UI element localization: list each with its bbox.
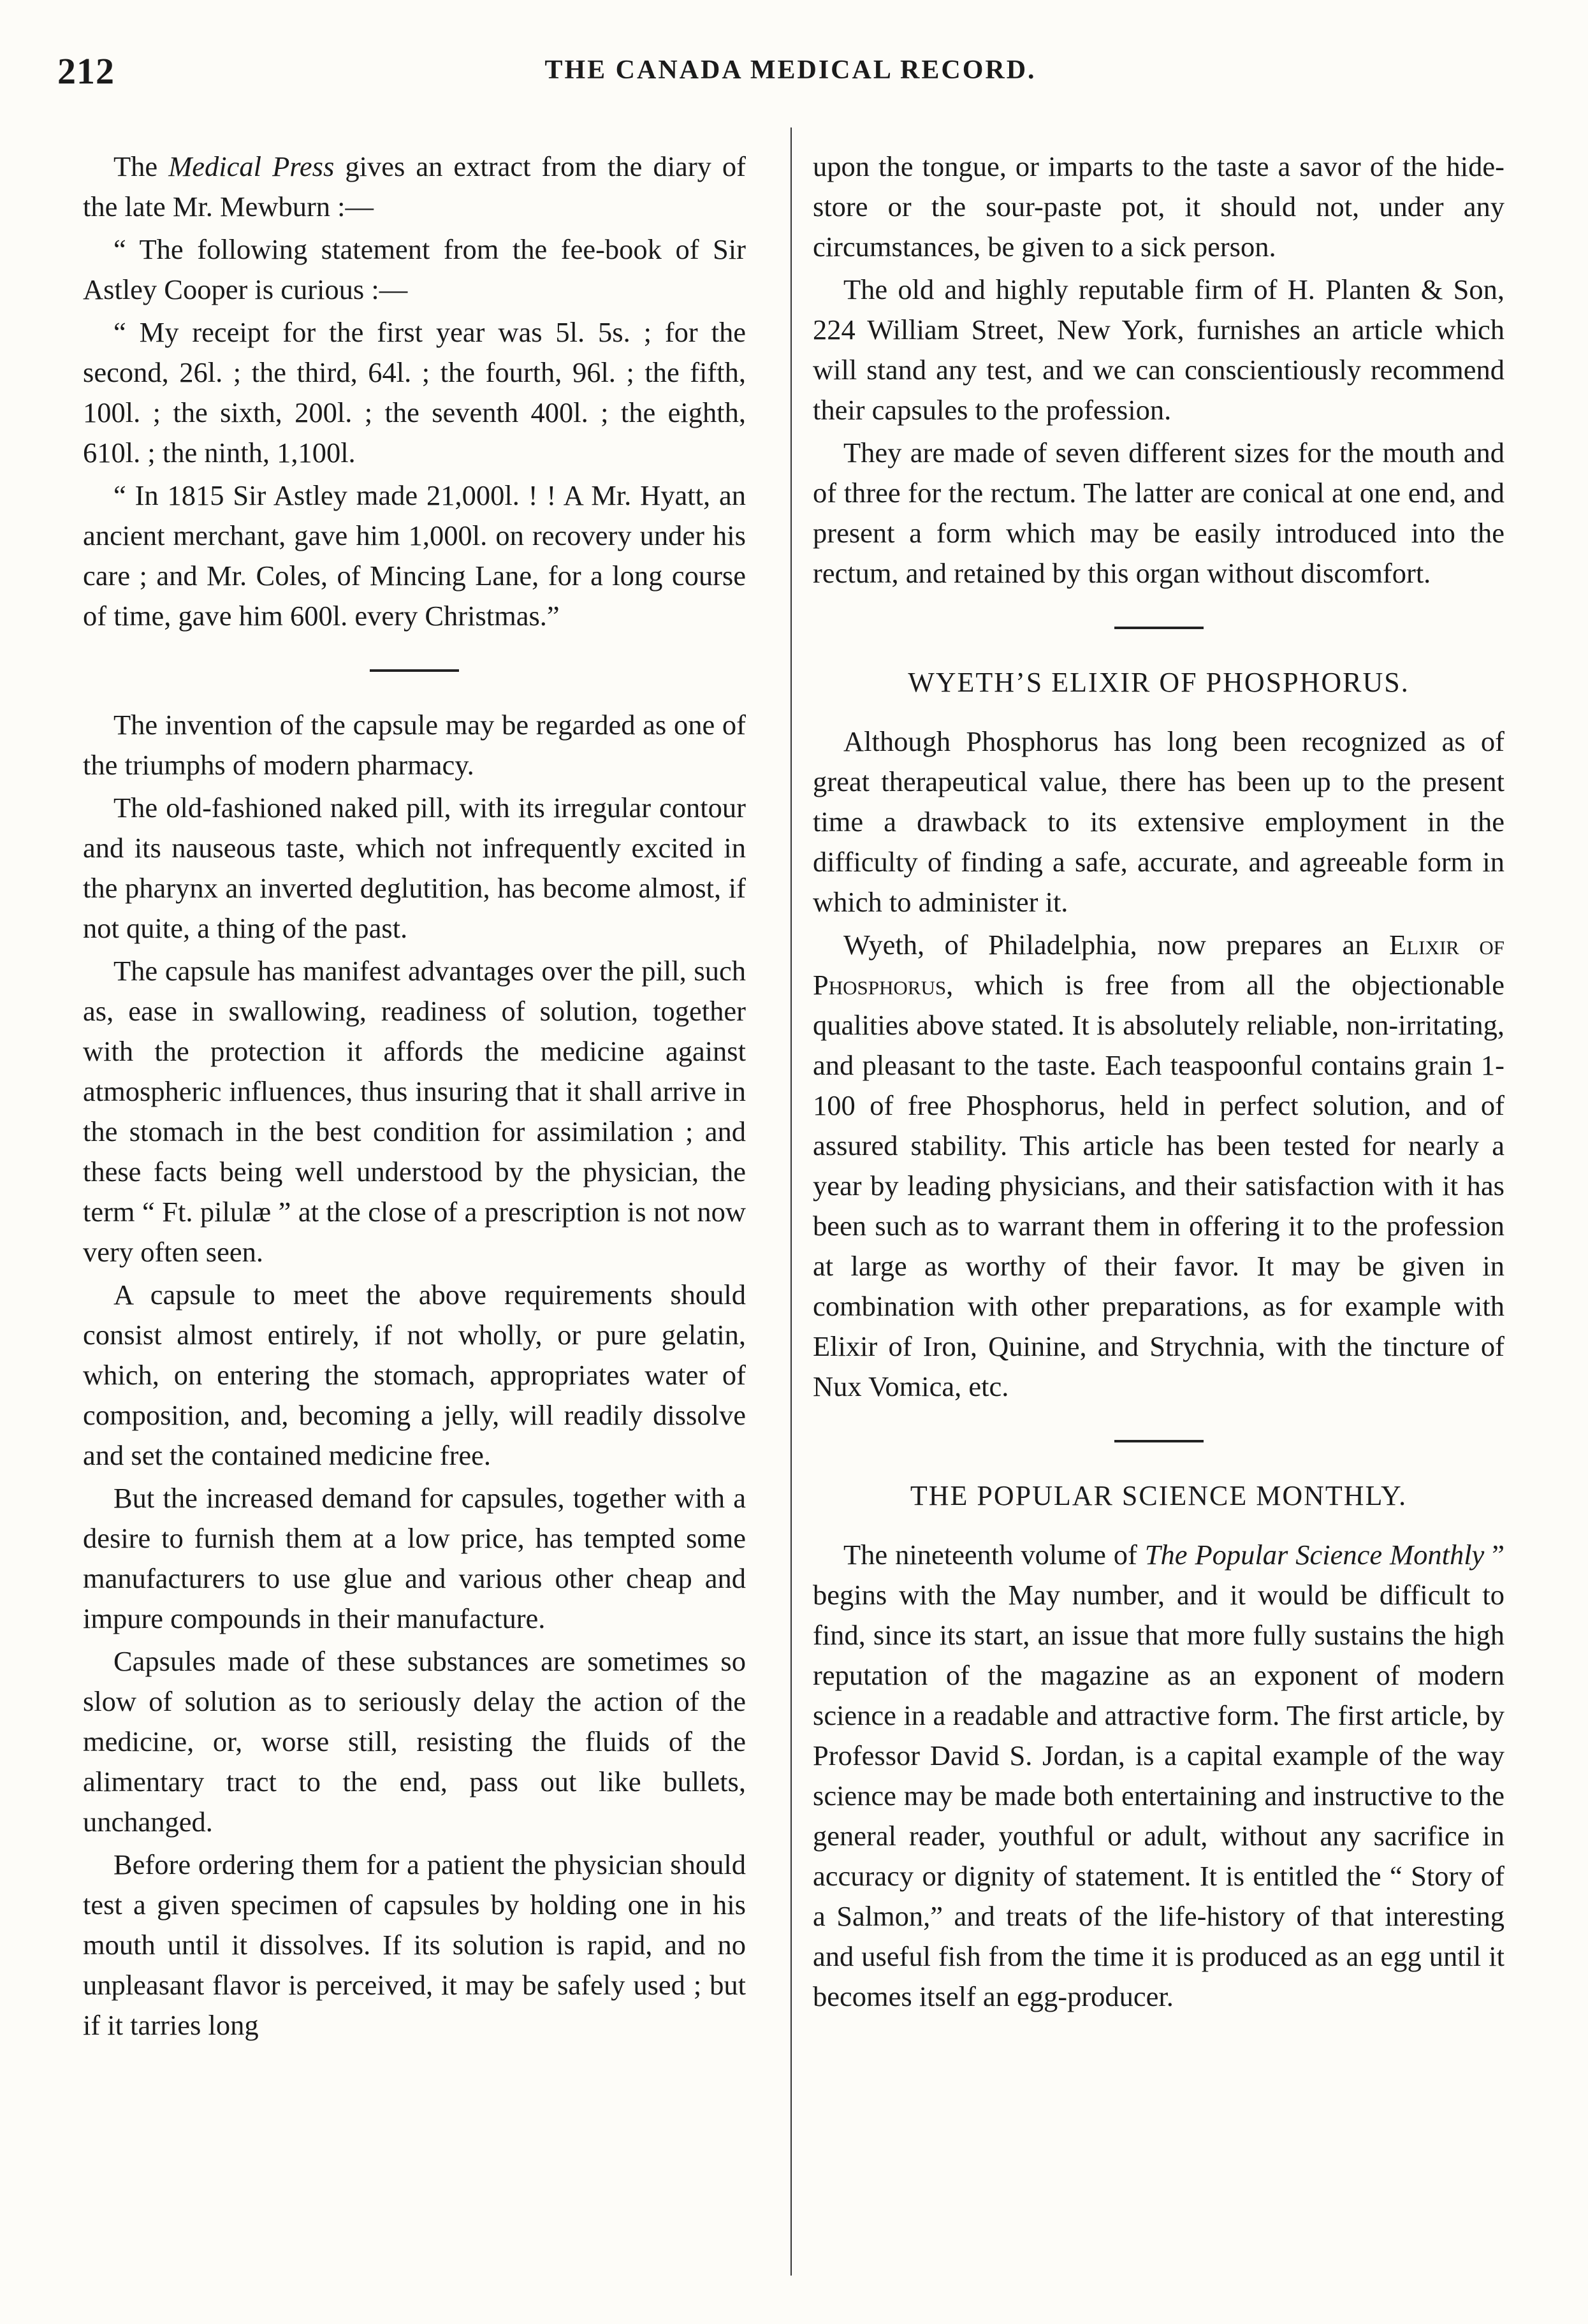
paragraph: The Medical Press gives an extract from the diary of the late Mr. Mewburn :— <box>83 150 746 222</box>
paragraph: Before ordering them for a patient the physician should test a given specimen of capsules by holding one in his mouth until it dissolves. If its solution is rapid, and no unpleasant flavor is perceived, it may be safely used ; but if it tarries long <box>83 1848 746 2041</box>
paragraph: The old and highly reputable firm of H. Planten & Son, 224 William Street, New York, furnishes an article which will stand any test, and we can conscientiously recommend their capsules to the profession. <box>813 273 1504 426</box>
left-column <box>83 147 746 2048</box>
section-heading: WYETH’S ELIXIR OF PHOSPHORUS. <box>908 667 1410 698</box>
column-divider <box>790 127 792 2276</box>
running-title: THE CANADA MEDICAL RECORD. <box>544 55 1037 85</box>
paragraph: Wyeth, of Philadelphia, now prepares an Elixir of Phosphorus, which is free from all the objectionable qualities above stated. It is absolutely reliable, non-irritating, and pleasant to the taste. Each teaspoonful contains grain 1-100 of free Phosphorus, held in perfect solution, and of assured stability. This article has been tested for nearly a year by leading physicians, and their satisfaction with it has been such as to warrant them in offering it to the profession at large as worthy of their favor. It may be given in combination with other preparations, as for example with Elixir of Iron, Quinine, and Strychnia, with the tincture of Nux Vomica, etc. <box>813 929 1504 1402</box>
paragraph: Capsules made of these substances are sometimes so slow of solution as to seriously delay the action of the medicine, or, worse still, resisting the fluids of the alimentary tract to the end, pass out like bullets, unchanged. <box>83 1645 746 1838</box>
journal-title: Medical Press <box>168 150 335 182</box>
paragraph: upon the tongue, or imparts to the taste a savor of the hide-store or the sour-paste pot, it should not, under any circumstances, be given to a sick person. <box>813 150 1504 263</box>
paragraph: The capsule has manifest advantages over the pill, such as, ease in swallowing, readiness of solution, together with the protection it affords the medicine against atmospheric influences, thus insuring that it shall arrive in the stomach in the best condition for assimilation ; and these facts being well understood by the physician, the term “ Ft. pilulæ ” at the close of a prescription is not now very often seen. <box>83 955 746 1268</box>
page-header <box>57 50 1524 101</box>
section-divider <box>1114 627 1204 629</box>
paragraph: They are made of seven different sizes for the mouth and of three for the rectum. The latter are conical at one end, and present a form which may be easily introduced into the rectum, and retained by this organ without discomfort. <box>813 437 1504 589</box>
section-heading: THE POPULAR SCIENCE MONTHLY. <box>910 1480 1408 1511</box>
paragraph: A capsule to meet the above requirements should consist almost entirely, if not wholly, or pure gelatin, which, on entering the stomach, appropriates water of composition, and, becoming a jelly, will readily dissolve and set the contained medicine free. <box>83 1279 746 1471</box>
paragraph: The nineteenth volume of The Popular Science Monthly ” begins with the May number, and it would be difficult to find, since its start, an issue that more fully sustains the high reputation of the magazine as an exponent of modern science in a readable and attractive form. The first article, by Professor David S. Jordan, is a capital example of the way science may be made both entertaining and instructive to the general reader, youthful or adult, without any sacrifice in accuracy or dignity of statement. It is entitled the “ Story of a Salmon,” and treats of the life-history of that interesting and useful fish from the time it is produced as an egg until it becomes itself an egg-producer. <box>813 1539 1504 2012</box>
paragraph: “ My receipt for the first year was 5l. 5s. ; for the second, 26l. ; the third, 64l. ; the fourth, 96l. ; the fifth, 100l. ; the sixth, 200l. ; the seventh 400l. ; the eighth, 610l. ; the ninth, 1,100l. <box>83 316 746 468</box>
paragraph: “ The following statement from the fee-book of Sir Astley Cooper is curious :— <box>83 233 746 305</box>
paragraph: But the increased demand for capsules, together with a desire to furnish them at a low price, has tempted some manufacturers to use glue and various other cheap and impure compounds in their manufacture. <box>83 1482 746 1634</box>
paragraph: “ In 1815 Sir Astley made 21,000l. ! ! A Mr. Hyatt, an ancient merchant, gave him 1,000l. on recovery under his care ; and Mr. Coles, of Mincing Lane, for a long course of time, gave him 600l. every Christmas.” <box>83 479 746 632</box>
product-name: Elixir of Phosphorus <box>813 929 1504 1001</box>
section-divider <box>370 669 459 672</box>
page-number: 212 <box>57 50 115 92</box>
paragraph: Although Phosphorus has long been recognized as of great therapeutical value, there has been up to the present time a drawback to its extensive employment in the difficulty of finding a safe, accurate, and agreeable form in which to administer it. <box>813 725 1504 918</box>
right-column <box>813 147 1504 2019</box>
paragraph: The invention of the capsule may be regarded as one of the triumphs of modern pharmacy. <box>83 709 746 781</box>
section-divider <box>1114 1440 1204 1442</box>
journal-title: The Popular Science Monthly <box>1144 1539 1485 1571</box>
paragraph: The old-fashioned naked pill, with its irregular contour and its nauseous taste, which not infrequently excited in the pharynx an inverted deglutition, has become almost, if not quite, a thing of the past. <box>83 792 746 944</box>
